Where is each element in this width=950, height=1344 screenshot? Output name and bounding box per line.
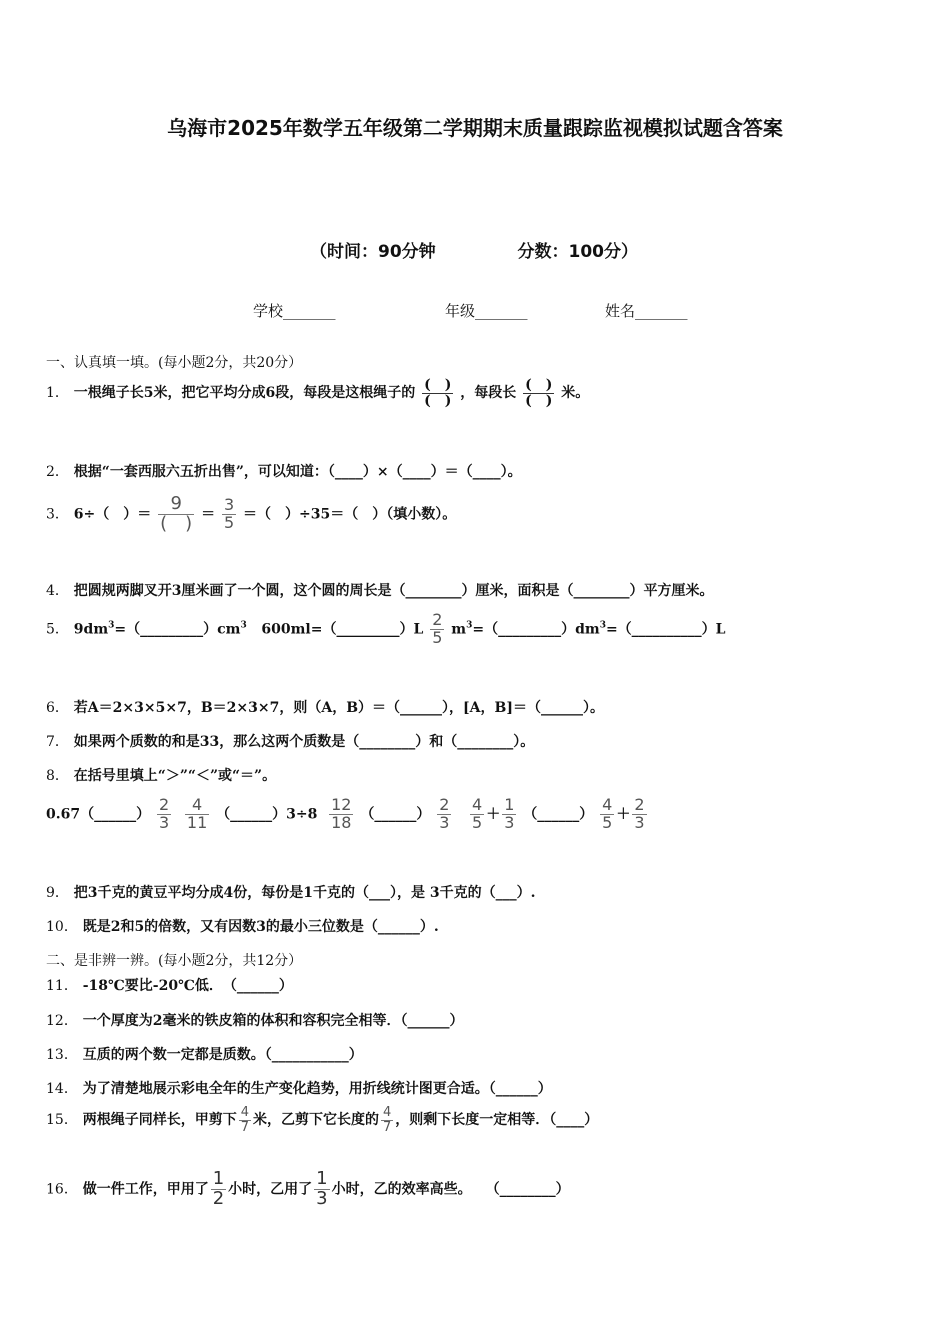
question-number: 12． <box>46 1013 78 1029</box>
question-text: 小时，乙的效率高些。 （________） <box>331 1181 570 1198</box>
question-text: 既是2和5的倍数，又有因数3的最小三位数是（______）. <box>82 919 439 935</box>
question-10 <box>46 916 439 936</box>
question-text: 一根绳子长5米，把它平均分成6段，每段是这根绳子的 <box>73 385 416 402</box>
question-text: 在括号里填上“＞”“＜”或“＝”。 <box>73 768 277 784</box>
question-13 <box>46 1044 363 1064</box>
question-text: 互质的两个数一定都是质数。（___________） <box>82 1047 363 1063</box>
fraction-blank[interactable]: $\frac{( )}{( )}$ <box>424 377 452 409</box>
question-text: -18℃要比-20℃低． （______） <box>82 978 293 994</box>
question-number: 13． <box>46 1047 78 1063</box>
plus-sign: ＋ <box>616 806 631 823</box>
comparison-blank[interactable]: （______）3÷8 <box>216 806 318 823</box>
equals-sign: ＝ <box>201 506 216 523</box>
question-text: 如果两个质数的和是33，那么这两个质数是（________）和（________）。 <box>73 734 535 750</box>
question-text: ，每段长 <box>460 385 517 402</box>
question-text: ，则剩下长度一定相等．（____） <box>395 1112 599 1129</box>
question-16 <box>46 1170 570 1209</box>
question-text: =（_________）cm <box>114 621 241 638</box>
question-4 <box>46 580 714 600</box>
question-8-items <box>46 797 649 832</box>
question-text: 为了清楚地展示彩电全年的生产变化趋势，用折线统计图更合适。（______） <box>82 1081 552 1097</box>
name-field[interactable]: 姓名_______ <box>605 302 688 320</box>
question-number: 8． <box>46 768 69 784</box>
question-number: 2． <box>46 464 69 480</box>
question-5 <box>46 612 726 647</box>
fraction: $\frac{2}{3}$ <box>158 795 170 832</box>
fraction: $\frac{4}{11}$ <box>186 795 208 832</box>
question-11 <box>46 975 293 995</box>
fraction: $\frac{1}{3}$ <box>316 1168 328 1209</box>
fraction: $\frac{12}{18}$ <box>331 795 352 832</box>
question-text: 做一件工作，甲用了 <box>82 1181 209 1198</box>
question-2 <box>46 461 522 481</box>
question-text: 若A＝2×3×5×7，B＝2×3×7，则（A，B）＝（______），[A，B]＝（______）。 <box>73 700 604 716</box>
question-text: 把圆规两脚叉开3厘米画了一个圆，这个圆的周长是（________）厘米，面积是（________）平方厘米。 <box>73 583 714 599</box>
fraction: $\frac{1}{2}$ <box>212 1168 225 1209</box>
question-number: 1． <box>46 385 69 402</box>
question-text: 6÷（ ）＝ <box>73 506 152 523</box>
section-1-heading: 一、认真填一填。(每小题2分，共20分） <box>46 355 303 371</box>
fraction: $\frac{2}{3}$ <box>634 795 645 832</box>
question-text: 两根绳子同样长，甲剪下 <box>82 1112 237 1129</box>
question-number: 3． <box>46 506 69 523</box>
question-text: =（_________）dm <box>472 621 600 638</box>
fraction: $\frac{4}{5}$ <box>472 795 483 832</box>
school-field[interactable]: 学校_______ <box>253 302 336 320</box>
question-3 <box>46 495 456 534</box>
fraction: $\frac{2}{5}$ <box>432 610 443 647</box>
question-14 <box>46 1078 552 1098</box>
question-number: 15． <box>46 1112 78 1129</box>
question-text: 把3千克的黄豆平均分成4份，每份是1千克的（___），是 3千克的（___）. <box>73 885 536 901</box>
fraction: $\frac{4}{7}$ <box>240 1105 249 1135</box>
fraction: $\frac{9}{( )}$ <box>160 493 193 534</box>
comparison-blank[interactable]: 0.67（______） <box>46 806 151 823</box>
plus-sign: ＋ <box>486 806 501 823</box>
fraction: $\frac{3}{5}$ <box>223 495 235 532</box>
fraction: $\frac{1}{3}$ <box>504 795 515 832</box>
question-text: m <box>451 621 467 638</box>
comparison-blank[interactable]: （______） <box>523 806 594 823</box>
fraction: $\frac{2}{3}$ <box>439 795 450 832</box>
question-number: 10． <box>46 919 78 935</box>
fraction-blank[interactable]: $\frac{( )}{( )}$ <box>525 377 553 409</box>
superscript: 3 <box>599 620 606 631</box>
superscript: 3 <box>466 620 473 631</box>
question-number: 6． <box>46 700 69 716</box>
question-text: 米。 <box>561 385 590 402</box>
question-6 <box>46 697 604 717</box>
grade-field[interactable]: 年级_______ <box>445 302 528 320</box>
question-9 <box>46 882 536 902</box>
question-text: 一个厚度为2毫米的铁皮箱的体积和容积完全相等．（______） <box>82 1013 464 1029</box>
question-number: 11． <box>46 978 78 994</box>
total-score: 分数：100分） <box>517 242 639 262</box>
time-limit: （时间：90分钟 <box>310 242 436 262</box>
question-number: 9． <box>46 885 69 901</box>
question-text: 9dm <box>73 621 109 638</box>
question-number: 14． <box>46 1081 78 1097</box>
superscript: 3 <box>240 620 247 631</box>
section-2-heading: 二、是非辨一辨。(每小题2分，共12分） <box>46 953 303 969</box>
question-15 <box>46 1106 598 1134</box>
question-number: 4． <box>46 583 69 599</box>
question-text: 小时，乙用了 <box>228 1181 313 1198</box>
question-number: 7． <box>46 734 69 750</box>
question-text: 根据“一套西服六五折出售”，可以知道：（____）×（____）＝（____）。 <box>73 464 522 480</box>
question-7 <box>46 731 534 751</box>
fraction: $\frac{4}{5}$ <box>602 795 613 832</box>
question-text: =（__________）L <box>605 621 726 638</box>
question-12 <box>46 1010 463 1030</box>
question-number: 16． <box>46 1181 78 1198</box>
superscript: 3 <box>108 620 115 631</box>
question-1 <box>46 378 589 408</box>
question-text: 米，乙剪下它长度的 <box>252 1112 379 1129</box>
question-8 <box>46 765 276 785</box>
page-title: 乌海市2025年数学五年级第二学期期末质量跟踪监视模拟试题含答案 <box>167 116 783 140</box>
comparison-blank[interactable]: （______） <box>360 806 431 823</box>
exam-meta <box>310 237 638 262</box>
question-text: 600ml=（_________）L <box>261 621 424 638</box>
question-number: 5． <box>46 621 69 638</box>
question-text: ＝（ ）÷35＝（ ）（填小数）。 <box>243 506 457 523</box>
fraction: $\frac{4}{7}$ <box>382 1105 392 1135</box>
